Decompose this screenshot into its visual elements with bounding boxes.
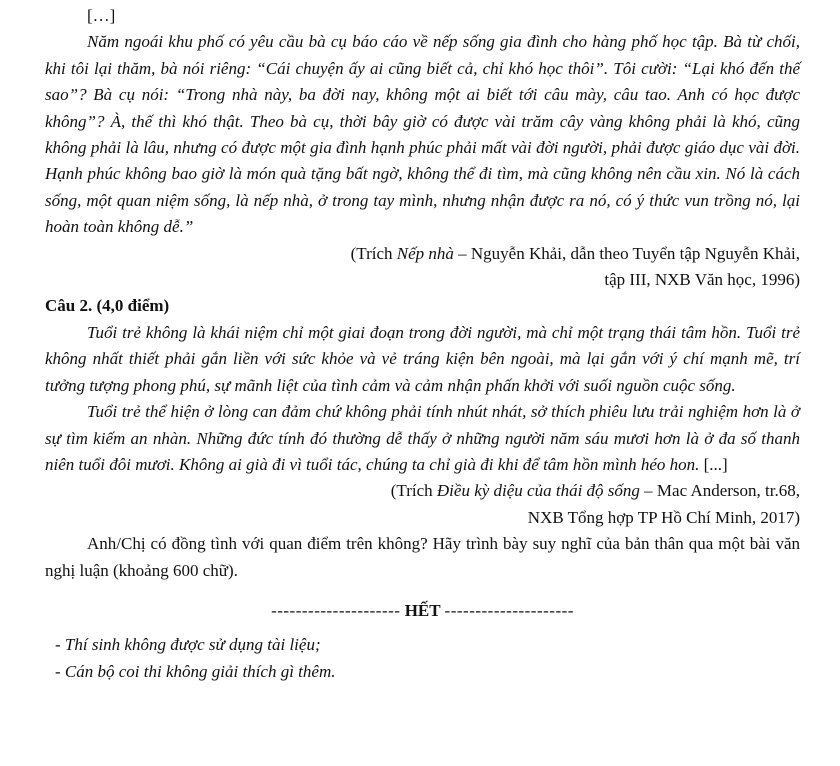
- citation-suffix: – Mac Anderson, tr.68,: [639, 481, 800, 501]
- citation-line-2: NXB Tổng hợp TP Hồ Chí Minh, 2017): [527, 507, 800, 527]
- question-2-heading: Câu 2. (4,0 điểm): [45, 296, 170, 316]
- citation-line-2: tập III, NXB Văn học, 1996): [604, 270, 800, 290]
- paragraph-2-ellipsis: [...]: [699, 454, 728, 474]
- passage-1-text: Năm ngoái khu phố có yêu cầu bà cụ báo cáo về nếp sống gia đình cho hàng phố học tập. Bà từ chối, khi tôi lại thăm, bà nói riêng: “Cái chuyện ấy ai cũng biết cả, chỉ khó học thôi”. Tôi cười: “Lại khó đến thế sao”? Bà cụ nói: “Trong nhà này, ba đời nay, không một ai biết tới câu mày, câu tao. Anh có học được không”? À, thế thì khó thật. Theo bà cụ, thời bây giờ có được vài trăm cây vàng không phải là khó, cũng không phải là lâu, nhưng có được một gia đình hạnh phúc phải mất vài đời người, phải được giáo dục vài đời. Hạnh phúc không bao giờ là món quà tặng bất ngờ, không thể đi tìm, mà cũng không nên cầu xin. Nó là cách sống, một quan niệm sống, là nếp nhà, ở trong tay mình, nhưng nhận được ra nó, có ý thức vun trồng nó, lại hoàn toàn không dễ.”: [45, 32, 800, 237]
- question-2-paragraph-2: [45, 399, 800, 478]
- question-2-prompt: Anh/Chị có đồng tình với quan điểm trên không? Hãy trình bày suy nghĩ của bản thân qua một bài văn nghị luận (khoảng 600 chữ).: [45, 534, 800, 580]
- citation-suffix: – Nguyễn Khải, dẫn theo Tuyển tập Nguyễn Khải,: [453, 243, 800, 263]
- citation-line-1: [45, 478, 800, 504]
- paragraph-2-body: Tuổi trẻ thể hiện ở lòng can đảm chứ không phải tính nhút nhát, sở thích phiêu lưu trải nghiệm hơn là ở sự tìm kiếm an nhàn. Những đức tính đó thường dễ thấy ở những người năm sáu mươi hơn là ở đa số thanh niên tuổi đôi mươi. Không ai già đi vì tuổi tác, chúng ta chỉ già đi khi để tâm hồn mình héo hon.: [45, 402, 800, 474]
- citation-title: Điều kỳ diệu của thái độ sống: [436, 481, 640, 501]
- passage-ellipsis: […]: [87, 6, 116, 25]
- citation-prefix: (Trích: [350, 243, 397, 263]
- citation-title: Nếp nhà: [396, 243, 454, 263]
- question-2-citation: [45, 478, 800, 531]
- citation-prefix: (Trích: [390, 481, 437, 501]
- exam-note-2: - Cán bộ coi thi không giải thích gì thêm.: [55, 661, 336, 681]
- end-dashes-left: ---------------------: [271, 600, 401, 620]
- end-marker: [45, 598, 800, 624]
- exam-note-1: - Thí sinh không được sử dụng tài liệu;: [55, 635, 321, 655]
- citation-line-1: [45, 241, 800, 267]
- passage-1-citation: [45, 241, 800, 294]
- question-2-paragraph-1: Tuổi trẻ không là khái niệm chỉ một giai đoạn trong đời người, mà chỉ một trạng thái tâm hồn. Tuổi trẻ không nhất thiết phải gắn liền với sức khỏe và vẻ tráng kiện bên ngoài, mà lại gắn với ý chí mạnh mẽ, trí tưởng tượng phong phú, sự mãnh liệt của tình cảm và cảm nhận phấn khởi với suối nguồn cuộc sống.: [45, 322, 800, 395]
- end-label: HẾT: [404, 600, 441, 620]
- end-dashes-right: ---------------------: [444, 600, 574, 620]
